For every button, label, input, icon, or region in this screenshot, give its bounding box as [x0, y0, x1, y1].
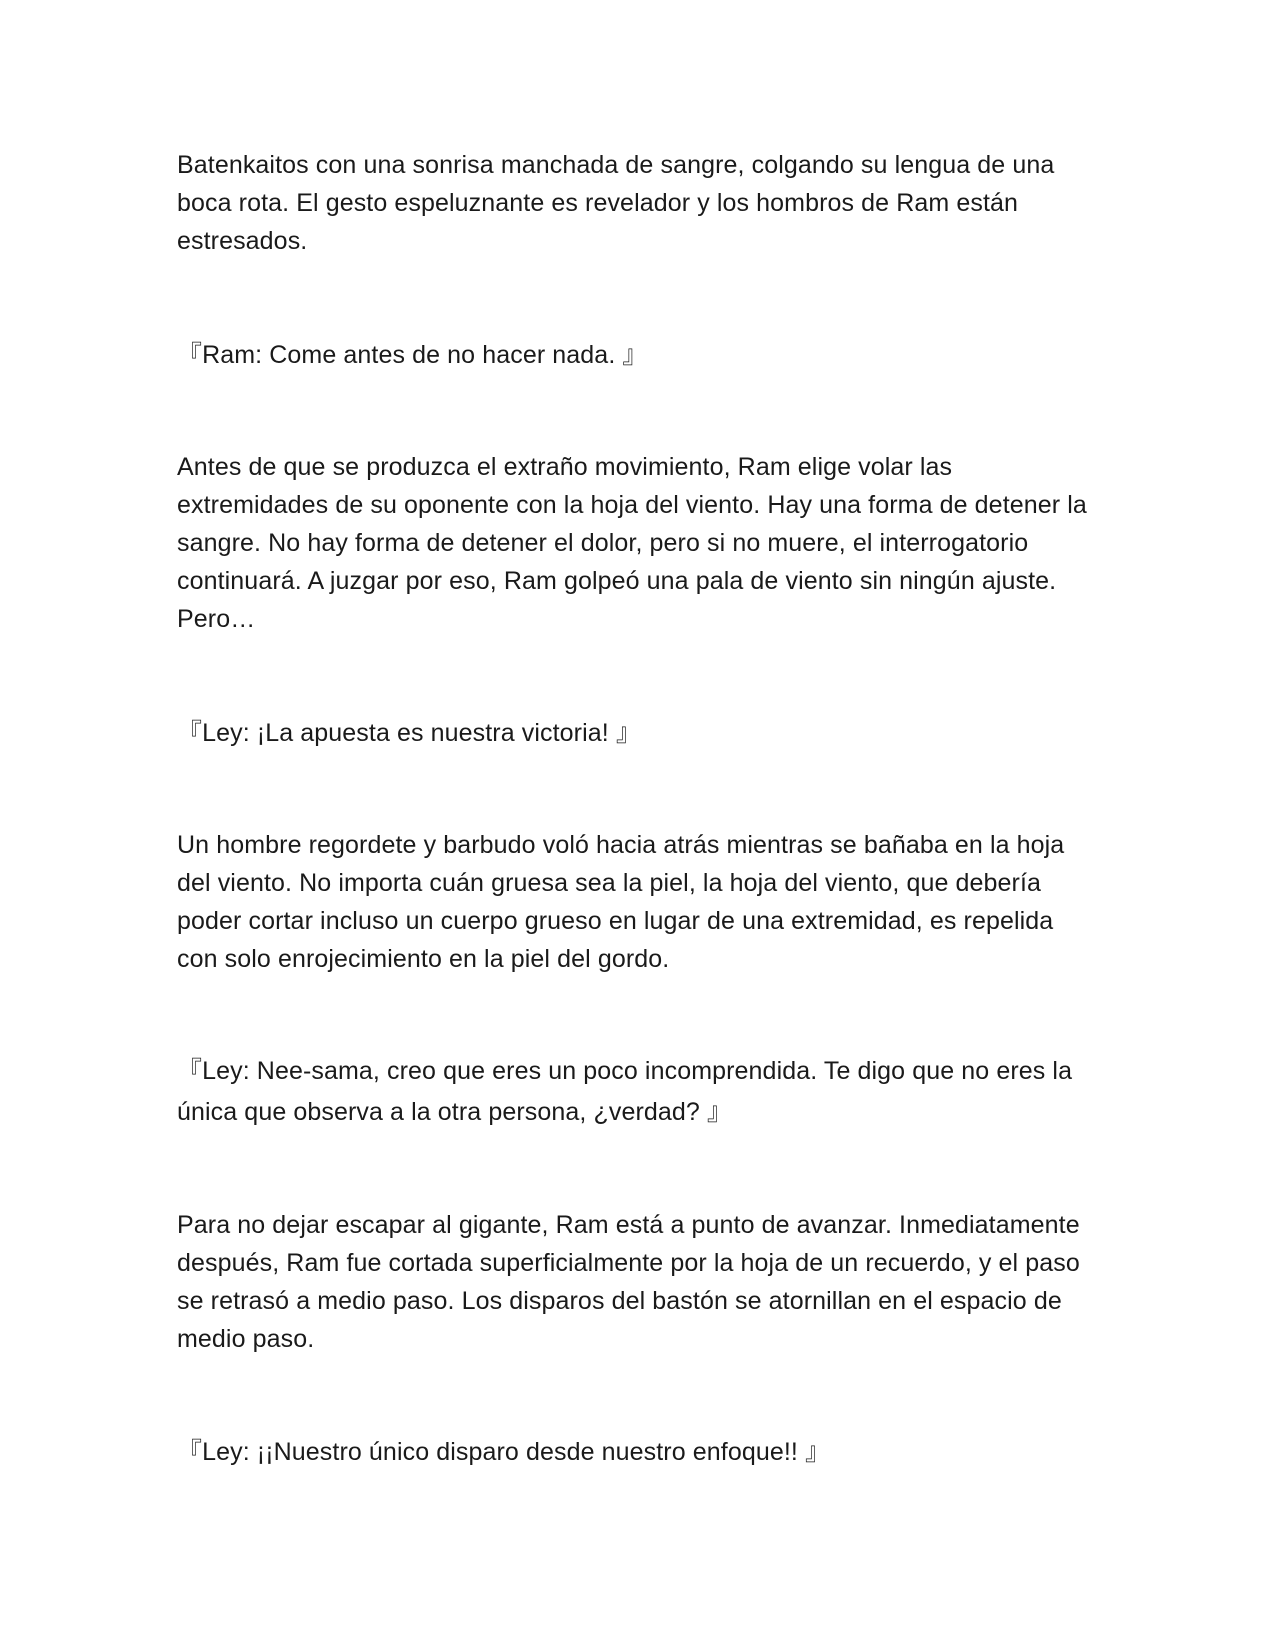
dialogue-line: 『Ley: Nee-sama, creo que eres un poco incomprendida. Te digo que no eres la única que observa a la otra persona, ¿verdad? 』 — [177, 1057, 1073, 1126]
dialogue-line: 『Ley: ¡La apuesta es nuestra victoria! 』 — [177, 719, 641, 747]
narration-paragraph: Batenkaitos con una sonrisa manchada de sangre, colgando su lengua de una boca rota. El gesto espeluznante es revelador y los hombros de Ram están estresados. — [177, 151, 1055, 255]
narration-paragraph: Para no dejar escapar al gigante, Ram está a punto de avanzar. Inmediatamente después, Ram fue cortada superficialmente por la hoja de un recuerdo, y el paso se retrasó a medio paso. Los disparos del bastón se atornillan en el espacio de medio paso. — [177, 1211, 1080, 1353]
dialogue-line: 『Ley: ¡¡Nuestro único disparo desde nuestro enfoque!! 』 — [177, 1438, 831, 1466]
narration-paragraph: Antes de que se produzca el extraño movimiento, Ram elige volar las extremidades de su oponente con la hoja del viento. Hay una forma de detener la sangre. No hay forma de detener el dolor, pero si no muere, el interrogatorio continuará. A juzgar por eso, Ram golpeó una pala de viento sin ningún ajuste. Pero… — [177, 453, 1087, 633]
narration-paragraph: Un hombre regordete y barbudo voló hacia atrás mientras se bañaba en la hoja del viento. No importa cuán gruesa sea la piel, la hoja del viento, que debería poder cortar incluso un cuerpo grueso en lugar de una extremidad, es repelida con solo enrojecimiento en la piel del gordo. — [177, 831, 1065, 973]
dialogue-line: 『Ram: Come antes de no hacer nada. 』 — [177, 341, 648, 369]
